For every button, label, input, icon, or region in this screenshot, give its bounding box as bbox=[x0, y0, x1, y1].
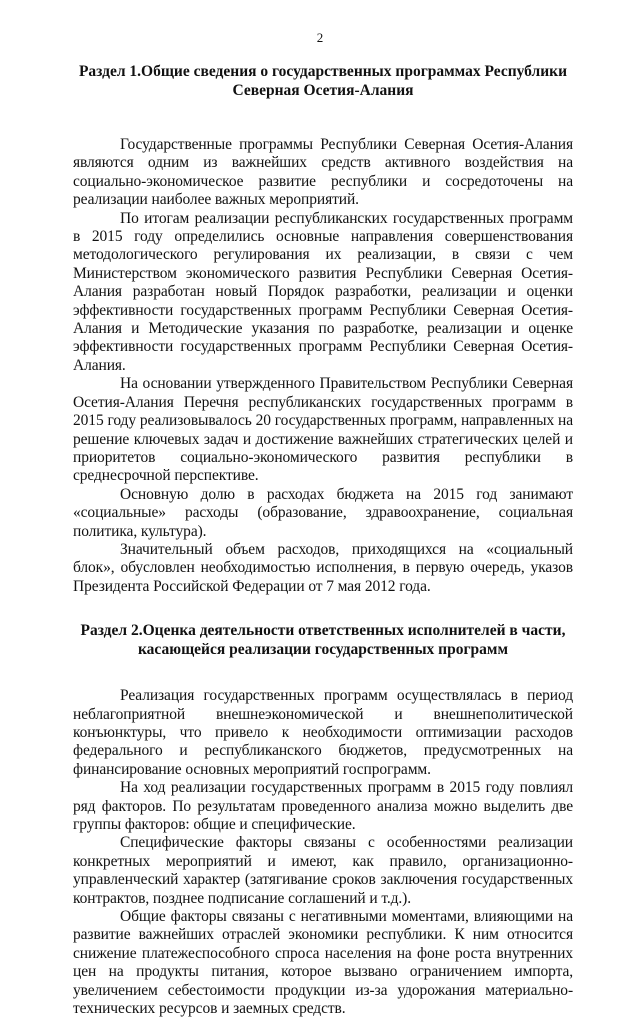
section-1-title-line: Раздел 1.Общие сведения о государственных программах Республики bbox=[78, 63, 568, 80]
paragraph: Реализация государственных программ осуществлялась в период неблагоприятной внешнеэкономической и внешнеполитической конъюнктуры, что привело к необходимости оптимизации расходов федерального и республиканского бюджетов, предусмотренных на финансирование основных мероприятий госпрограмм. bbox=[73, 687, 573, 778]
paragraph: По итогам реализации республиканских государственных программ в 2015 году определились основные направления совершенствования методологического регулирования их реализации, в связи с чем Министерством экономического развития Республики Северная Осетия-Алания разработан новый Порядок разработки, реализации и оценки эффективности государственных программ Республики Северная Осетия-Алания и Методические указания по разработке, реализации и оценке эффективности государственных программ Республики Северная Осетия-Алания. bbox=[73, 209, 573, 374]
section-2-body bbox=[73, 687, 573, 1018]
paragraph: Специфические факторы связаны с особенностями реализации конкретных мероприятий и имеют, как правило, организационно-управленческий характер (затягивание сроков заключения государственных контрактов, позднее подписание соглашений и т.д.). bbox=[73, 834, 573, 907]
paragraph: Основную долю в расходах бюджета на 2015 год занимают «социальные» расходы (образование, здравоохранение, социальная политика, культура). bbox=[73, 485, 573, 540]
page-number: 2 bbox=[316, 30, 324, 45]
paragraph: На ход реализации государственных программ в 2015 году повлиял ряд факторов. По результатам проведенного анализа можно выделить две группы факторов: общие и специфические. bbox=[73, 779, 573, 833]
section-2-title bbox=[73, 621, 573, 659]
section-1-title-line: Северная Осетия-Алания bbox=[232, 82, 414, 99]
section-1-body bbox=[73, 136, 573, 596]
section-1-title bbox=[73, 62, 573, 100]
section-2-title-line: касающейся реализации государственных программ bbox=[137, 641, 509, 659]
document-content bbox=[73, 56, 573, 1018]
paragraph: Общие факторы связаны с негативными моментами, влияющими на развитие важнейших отраслей экономики республики. К ним относится снижение платежеспособного спроса населения на фоне роста внутренних цен на продукты питания, которое вызвано ограничением импорта, увеличением себестоимости продукции из-за удорожания материально-технических ресурсов и заемных средств. bbox=[73, 908, 573, 1018]
paragraph: На основании утвержденного Правительством Республики Северная Осетия-Алания Перечня республиканских государственных программ в 2015 году реализовывалось 20 государственных программ, направленных на решение ключевых задач и достижение важнейших стратегических целей и приоритетов социально-экономического развития республики в среднесрочной перспективе. bbox=[73, 375, 573, 485]
paragraph: Значительный объем расходов, приходящихся на «социальный блок», обусловлен необходимостью исполнения, в первую очередь, указов Президента Российской Федерации от 7 мая 2012 года. bbox=[73, 540, 573, 595]
section-2-title-line: Раздел 2.Оценка деятельности ответственных исполнителей в части, bbox=[80, 622, 566, 640]
paragraph: Государственные программы Республики Северная Осетия-Алания являются одним из важнейших средств активного воздействия на социально-экономическое развитие республики и сосредоточены на реализации наиболее важных мероприятий. bbox=[73, 136, 573, 209]
